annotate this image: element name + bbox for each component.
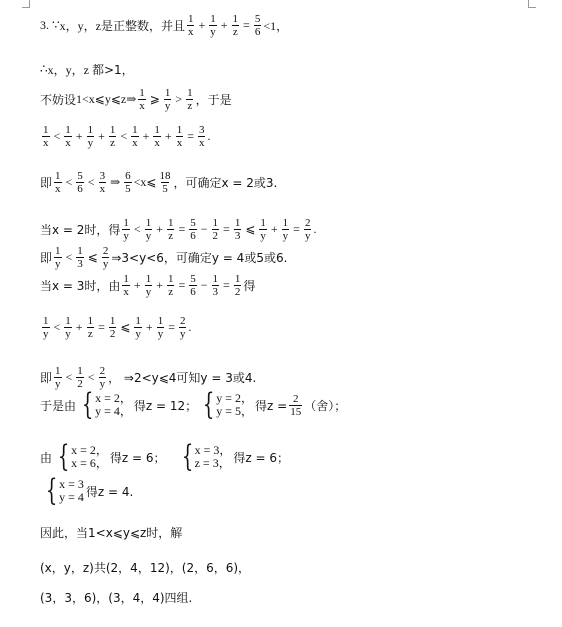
solution-line-4: $\frac{1}{x}$ < $\frac{1}{x}$ + $\frac{1}{y}$ + $\frac{1}{z}$ < $\frac{1}{x}$ + $\frac{1}{x}$ + $\frac{1}{x}$ = $\frac{3}{x}$ . bbox=[43, 123, 211, 149]
text: （舍）； bbox=[304, 398, 347, 413]
text: 即 bbox=[40, 370, 53, 385]
text: 由 bbox=[40, 450, 53, 465]
text: (x，y，z)共(2，4，12)，(2，6，6)， bbox=[40, 560, 251, 575]
text: 即 bbox=[40, 250, 53, 265]
fraction: $\frac{6}{5}$ bbox=[125, 169, 131, 195]
because-symbol: ∵ bbox=[52, 17, 60, 32]
fraction: $\frac{2}{y}$ bbox=[179, 314, 186, 340]
solution-line-10: 即 $\frac{1}{y}$ < $\frac{1}{2}$ < $\frac{2}{y}$ ， ⇒2<y⩽4可知y = 3或4. bbox=[40, 364, 257, 390]
fraction: $\frac{1}{y}$ bbox=[43, 314, 49, 340]
fraction: $\frac{3}{x}$ bbox=[198, 123, 205, 149]
fraction: $\frac{5}{6}$ bbox=[254, 12, 261, 38]
fraction: $\frac{1}{z}$ bbox=[232, 12, 239, 38]
fraction: $\frac{1}{y}$ bbox=[145, 216, 152, 242]
text: 得z = 12； bbox=[133, 398, 198, 413]
fraction: $\frac{1}{x}$ bbox=[176, 123, 183, 149]
page-corner-mark bbox=[528, 0, 536, 8]
fraction: $\frac{1}{z}$ bbox=[87, 314, 94, 340]
text: 当x = 3时，由 bbox=[40, 278, 121, 293]
fraction: $\frac{1}{y}$ bbox=[282, 216, 289, 242]
fraction: $\frac{18}{5}$ bbox=[159, 169, 171, 195]
text: 得z = bbox=[255, 398, 288, 413]
text: ， ⇒2<y⩽4可知y = 3或4. bbox=[108, 370, 257, 385]
equation-system: { x = 2， y = 4， bbox=[81, 387, 132, 422]
fraction: $\frac{1}{z}$ bbox=[187, 86, 193, 112]
fraction: $\frac{1}{y}$ bbox=[87, 123, 94, 149]
text: . bbox=[207, 128, 211, 143]
equation-system: { y = 2， y = 5， bbox=[202, 387, 254, 422]
fraction: $\frac{1}{x}$ bbox=[55, 169, 61, 195]
fraction: $\frac{2}{y}$ bbox=[102, 244, 109, 270]
variables: x，y，z bbox=[59, 18, 101, 33]
solution-line-12 bbox=[40, 438, 289, 476]
fraction: $\frac{1}{x}$ bbox=[154, 123, 160, 149]
problem-number: 3. bbox=[40, 17, 49, 32]
text: 都>1， bbox=[91, 62, 134, 77]
text: 当x = 2时，得 bbox=[40, 222, 121, 237]
solution-line-9: $\frac{1}{y}$ < $\frac{1}{y}$ + $\frac{1}{z}$ = $\frac{1}{2}$ ⩽ $\frac{1}{y}$ + $\frac{1}{y}$ = $\frac{2}{y}$ . bbox=[43, 314, 192, 340]
fraction: $\frac{1}{x}$ bbox=[43, 123, 49, 149]
fraction: $\frac{1}{x}$ bbox=[132, 123, 138, 149]
text: . bbox=[313, 221, 317, 236]
solution-line-13 bbox=[40, 472, 133, 510]
text: 因此，当1<x⩽y⩽z时，解 bbox=[40, 525, 183, 540]
fraction: $\frac{1}{3}$ bbox=[212, 272, 219, 298]
fraction: $\frac{1}{2}$ bbox=[109, 314, 116, 340]
fraction: $\frac{1}{y}$ bbox=[65, 314, 71, 340]
equation-system: { x = 3， z = 3， bbox=[181, 439, 232, 474]
inequality: 1<x⩽y⩽z⇒ bbox=[76, 91, 137, 106]
fraction: $\frac{1}{2}$ bbox=[77, 364, 83, 390]
fraction: $\frac{1}{z}$ bbox=[109, 123, 116, 149]
text: ，于是 bbox=[195, 92, 232, 107]
fraction: $\frac{1}{y}$ bbox=[135, 314, 141, 340]
fraction: $\frac{5}{6}$ bbox=[190, 216, 196, 242]
fraction: $\frac{1}{y}$ bbox=[55, 364, 61, 390]
fraction: $\frac{5}{6}$ bbox=[190, 272, 196, 298]
solution-line-7: 即 $\frac{1}{y}$ < $\frac{1}{3}$ ⩽ $\frac{2}{y}$ ⇒3<y<6，可确定y = 4或5或6. bbox=[40, 244, 288, 270]
text: . bbox=[188, 319, 192, 334]
text: ⇒3<y<6，可确定y = 4或5或6. bbox=[111, 250, 288, 265]
fraction: $\frac{1}{y}$ bbox=[260, 216, 266, 242]
equation-system: { x = 2， x = 6， bbox=[57, 439, 108, 474]
fraction: $\frac{1}{3}$ bbox=[234, 216, 241, 242]
fraction: $\frac{1}{x}$ bbox=[187, 12, 194, 38]
text: 不妨设 bbox=[40, 92, 77, 107]
text: (3，3，6)，(3，4，4)四组. bbox=[40, 590, 193, 605]
text: 得z = 6； bbox=[233, 450, 290, 465]
solution-line-16 bbox=[40, 578, 192, 616]
fraction: $\frac{1}{y}$ bbox=[123, 216, 129, 242]
fraction: $\frac{1}{z}$ bbox=[167, 272, 174, 298]
page-corner-mark bbox=[22, 0, 30, 8]
fraction: $\frac{1}{y}$ bbox=[55, 244, 61, 270]
fraction: $\frac{2}{y}$ bbox=[304, 216, 311, 242]
solution-line-1: 3. ∵ x，y，z 是正整数，并且 $\frac{1}{x}$ + $\frac{1}{y}$ + $\frac{1}{z}$ = $\frac{5}{6}$ <1， bbox=[40, 12, 289, 38]
fraction: $\frac{1}{y}$ bbox=[210, 12, 216, 38]
solution-line-5: 即 $\frac{1}{x}$ < $\frac{5}{6}$ < $\frac{3}{x}$ ⇒ $\frac{6}{5}$ <x⩽ $\frac{18}{5}$ ，可确定x = 2或3. bbox=[40, 169, 278, 195]
solution-line-8: 当x = 3时，由 $\frac{1}{x}$ + $\frac{1}{y}$ + $\frac{1}{z}$ = $\frac{5}{6}$ − $\frac{1}{3}$ = $\frac{1}{2}$ 得 bbox=[40, 272, 256, 298]
text: 得 bbox=[243, 278, 256, 293]
fraction: $\frac{5}{6}$ bbox=[77, 169, 83, 195]
variables: x，y，z bbox=[47, 62, 89, 77]
fraction: $\frac{1}{x}$ bbox=[65, 123, 71, 149]
text: ，可确定x = 2或3. bbox=[173, 175, 278, 190]
fraction: $\frac{1}{x}$ bbox=[139, 86, 145, 112]
text: 得z = 4. bbox=[85, 484, 134, 499]
fraction: $\frac{1}{3}$ bbox=[77, 244, 83, 270]
text: 是正整数，并且 bbox=[100, 18, 185, 33]
fraction: $\frac{2}{15}$ bbox=[290, 392, 302, 418]
equation-system: { x = 3 y = 4 bbox=[45, 473, 84, 508]
fraction: $\frac{1}{x}$ bbox=[123, 272, 129, 298]
therefore-symbol: ∴ bbox=[40, 61, 48, 76]
fraction: $\frac{1}{2}$ bbox=[212, 216, 219, 242]
text: <1， bbox=[263, 18, 289, 33]
fraction: $\frac{2}{y}$ bbox=[99, 364, 106, 390]
fraction: $\frac{1}{z}$ bbox=[167, 216, 174, 242]
text: <x⩽ bbox=[133, 174, 157, 189]
solution-line-14 bbox=[40, 513, 182, 551]
fraction: $\frac{1}{y}$ bbox=[157, 314, 164, 340]
fraction: $\frac{1}{y}$ bbox=[145, 272, 152, 298]
text: 于是由 bbox=[40, 398, 77, 413]
fraction: $\frac{3}{x}$ bbox=[99, 169, 106, 195]
fraction: $\frac{1}{y}$ bbox=[164, 86, 171, 112]
fraction: $\frac{1}{2}$ bbox=[234, 272, 241, 298]
text: 得z = 6； bbox=[109, 450, 166, 465]
solution-line-11 bbox=[40, 386, 346, 424]
solution-line-6: 当x = 2时，得 $\frac{1}{y}$ < $\frac{1}{y}$ + $\frac{1}{z}$ = $\frac{5}{6}$ − $\frac{1}{2}$ = $\frac{1}{3}$ ⩽ $\frac{1}{y}$ + $\frac{1}{y}$ = $\frac{2}{y}$ . bbox=[40, 216, 317, 242]
text: 即 bbox=[40, 175, 53, 190]
solution-line-3: 不妨设 1<x⩽y⩽z⇒ $\frac{1}{x}$ ⩾ $\frac{1}{y}$ > $\frac{1}{z}$ ，于是 bbox=[40, 86, 232, 112]
